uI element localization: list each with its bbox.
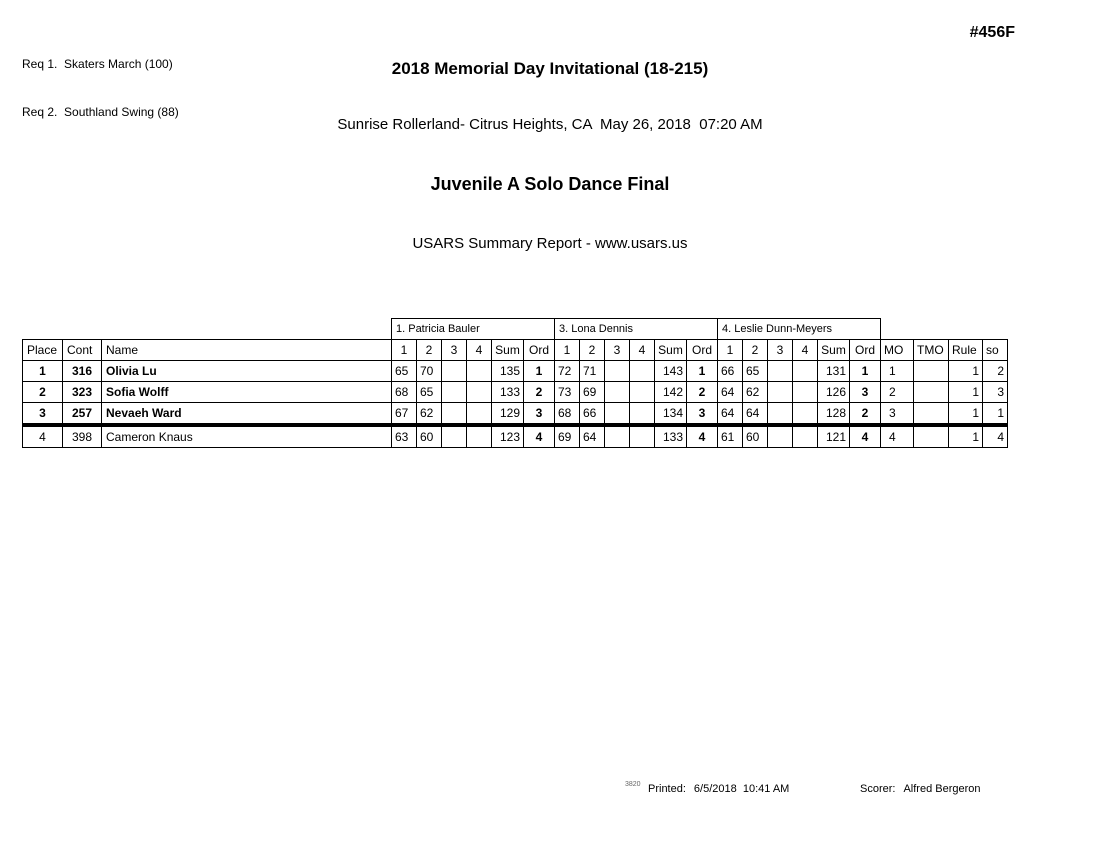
judge2-col-3: 3	[605, 339, 630, 360]
judge2-sum-cell: 143	[655, 360, 687, 381]
judge1-col-3: 3	[442, 339, 467, 360]
judge2-score4-cell	[630, 402, 655, 425]
judge3-score4-cell	[793, 381, 818, 402]
results-body	[23, 360, 1008, 447]
judge2-sum-cell: 134	[655, 402, 687, 425]
judge1-ord-cell: 3	[524, 402, 555, 425]
judge1-sum-cell: 123	[492, 425, 524, 448]
judge2-score4-cell	[630, 425, 655, 448]
skater-name-cell: Sofia Wolff	[102, 381, 392, 402]
judge2-score1-cell: 73	[555, 381, 580, 402]
judge1-score4-cell	[467, 402, 492, 425]
so-cell: 1	[983, 402, 1008, 425]
judge2-score2-cell: 66	[580, 402, 605, 425]
so-cell: 3	[983, 381, 1008, 402]
judge2-score4-cell	[630, 360, 655, 381]
judge-header-spacer-right	[881, 319, 1008, 340]
table-row	[23, 360, 1008, 381]
place-cell: 2	[23, 381, 63, 402]
tmo-cell	[914, 425, 949, 448]
judge1-score1-cell: 65	[392, 360, 417, 381]
judge1-score3-cell	[442, 360, 467, 381]
column-header-row	[23, 339, 1008, 360]
judge1-score2-cell: 62	[417, 402, 442, 425]
event-title: Juvenile A Solo Dance Final	[430, 174, 670, 194]
judge3-ord-cell: 3	[850, 381, 881, 402]
col-header-mo: MO	[881, 339, 914, 360]
contestant-number-cell: 323	[63, 381, 102, 402]
judge2-ord-cell: 1	[687, 360, 718, 381]
judge-header-row	[23, 319, 1008, 340]
judge2-col-4: 4	[630, 339, 655, 360]
judge1-sum-cell: 133	[492, 381, 524, 402]
scorer	[860, 783, 981, 795]
judge3-sum-cell: 128	[818, 402, 850, 425]
judge1-col-4: 4	[467, 339, 492, 360]
scorer-label: Scorer:	[860, 783, 896, 795]
skater-name-cell: Olivia Lu	[102, 360, 392, 381]
place-cell: 1	[23, 360, 63, 381]
judge3-col-4: 4	[793, 339, 818, 360]
judge2-score2-cell: 69	[580, 381, 605, 402]
col-header-name: Name	[102, 339, 392, 360]
judge3-score4-cell	[793, 402, 818, 425]
judge1-col-1: 1	[392, 339, 417, 360]
rule-cell: 1	[949, 381, 983, 402]
judge2-col-sum: Sum	[655, 339, 687, 360]
place-cell: 3	[23, 402, 63, 425]
req-line-2: Req 2. Southland Swing (88)	[22, 105, 179, 119]
judge2-score3-cell	[605, 360, 630, 381]
judge1-col-2: 2	[417, 339, 442, 360]
judge1-score4-cell	[467, 381, 492, 402]
contestant-number-cell: 398	[63, 425, 102, 448]
judge3-col-ord: Ord	[850, 339, 881, 360]
mo-cell: 4	[881, 425, 914, 448]
judge3-sum-cell: 121	[818, 425, 850, 448]
judge3-score1-cell: 61	[718, 425, 743, 448]
competition-title: 2018 Memorial Day Invitational (18-215)	[391, 59, 709, 78]
mo-cell: 2	[881, 381, 914, 402]
judge1-score4-cell	[467, 425, 492, 448]
printed-label: Printed:	[648, 783, 686, 795]
judge3-score2-cell: 65	[743, 360, 768, 381]
col-header-tmo: TMO	[914, 339, 949, 360]
col-header-cont: Cont	[63, 339, 102, 360]
judge3-col-3: 3	[768, 339, 793, 360]
skater-name-cell: Nevaeh Ward	[102, 402, 392, 425]
judge3-score3-cell	[768, 381, 793, 402]
required-dances	[22, 24, 179, 152]
judge3-col-1: 1	[718, 339, 743, 360]
judge2-score3-cell	[605, 402, 630, 425]
judge1-score3-cell	[442, 402, 467, 425]
judge2-score3-cell	[605, 425, 630, 448]
judge1-score4-cell	[467, 360, 492, 381]
footer	[0, 781, 1100, 841]
judge3-score1-cell: 64	[718, 402, 743, 425]
judge1-ord-cell: 4	[524, 425, 555, 448]
place-cell: 4	[23, 425, 63, 448]
judge2-score2-cell: 64	[580, 425, 605, 448]
table-row	[23, 381, 1008, 402]
judge1-ord-cell: 1	[524, 360, 555, 381]
judge1-score1-cell: 63	[392, 425, 417, 448]
judge-header-spacer-left	[23, 319, 392, 340]
judge3-score2-cell: 60	[743, 425, 768, 448]
judge1-score1-cell: 67	[392, 402, 417, 425]
judge3-sum-cell: 131	[818, 360, 850, 381]
judge3-col-2: 2	[743, 339, 768, 360]
so-cell: 4	[983, 425, 1008, 448]
contestant-number-cell: 257	[63, 402, 102, 425]
judge1-col-sum: Sum	[492, 339, 524, 360]
skater-name-cell: Cameron Knaus	[102, 425, 392, 448]
judge1-col-ord: Ord	[524, 339, 555, 360]
so-cell: 2	[983, 360, 1008, 381]
col-header-place: Place	[23, 339, 63, 360]
judge3-score3-cell	[768, 425, 793, 448]
judge2-score2-cell: 71	[580, 360, 605, 381]
judge2-ord-cell: 4	[687, 425, 718, 448]
event-code: #456F	[969, 24, 1015, 41]
judge1-score3-cell	[442, 381, 467, 402]
judge1-score2-cell: 70	[417, 360, 442, 381]
judge2-col-ord: Ord	[687, 339, 718, 360]
judge2-score3-cell	[605, 381, 630, 402]
col-header-so: so	[983, 339, 1008, 360]
rule-cell: 1	[949, 425, 983, 448]
judge3-name-header: 4. Leslie Dunn-Meyers	[718, 319, 881, 340]
judge2-ord-cell: 3	[687, 402, 718, 425]
tmo-cell	[914, 360, 949, 381]
judge3-score1-cell: 64	[718, 381, 743, 402]
judge2-score1-cell: 72	[555, 360, 580, 381]
judge1-sum-cell: 129	[492, 402, 524, 425]
judge2-score1-cell: 69	[555, 425, 580, 448]
judge3-ord-cell: 1	[850, 360, 881, 381]
judge1-score2-cell: 60	[417, 425, 442, 448]
report-number: 3820	[625, 781, 641, 788]
judge2-col-1: 1	[555, 339, 580, 360]
judge1-sum-cell: 135	[492, 360, 524, 381]
judge3-score3-cell	[768, 402, 793, 425]
judge2-sum-cell: 133	[655, 425, 687, 448]
venue-date-line: Sunrise Rollerland- Citrus Heights, CA May 26, 2018 07:20 AM	[337, 116, 763, 133]
judge3-score3-cell	[768, 360, 793, 381]
results-table	[22, 318, 1008, 448]
tmo-cell	[914, 402, 949, 425]
judge3-ord-cell: 4	[850, 425, 881, 448]
contestant-number-cell: 316	[63, 360, 102, 381]
judge1-score2-cell: 65	[417, 381, 442, 402]
judge3-score4-cell	[793, 425, 818, 448]
table-row	[23, 425, 1008, 448]
tmo-cell	[914, 381, 949, 402]
judge1-ord-cell: 2	[524, 381, 555, 402]
table-row	[23, 402, 1008, 425]
rule-cell: 1	[949, 402, 983, 425]
judge2-ord-cell: 2	[687, 381, 718, 402]
judge1-name-header: 1. Patricia Bauler	[392, 319, 555, 340]
scorer-value: Alfred Bergeron	[903, 783, 981, 795]
judge1-score1-cell: 68	[392, 381, 417, 402]
printed-timestamp	[648, 783, 789, 795]
judge3-score1-cell: 66	[718, 360, 743, 381]
mo-cell: 3	[881, 402, 914, 425]
report-type: USARS Summary Report - www.usars.us	[412, 235, 688, 252]
mo-cell: 1	[881, 360, 914, 381]
judge1-score3-cell	[442, 425, 467, 448]
judge3-sum-cell: 126	[818, 381, 850, 402]
judge3-score4-cell	[793, 360, 818, 381]
rule-cell: 1	[949, 360, 983, 381]
judge2-score1-cell: 68	[555, 402, 580, 425]
judge2-sum-cell: 142	[655, 381, 687, 402]
judge3-score2-cell: 64	[743, 402, 768, 425]
col-header-rule: Rule	[949, 339, 983, 360]
req-line-1: Req 1. Skaters March (100)	[22, 57, 173, 71]
judge3-ord-cell: 2	[850, 402, 881, 425]
judge2-score4-cell	[630, 381, 655, 402]
judge2-col-2: 2	[580, 339, 605, 360]
judge3-score2-cell: 62	[743, 381, 768, 402]
judge2-name-header: 3. Lona Dennis	[555, 319, 718, 340]
judge3-col-sum: Sum	[818, 339, 850, 360]
printed-value: 6/5/2018 10:41 AM	[693, 783, 790, 795]
